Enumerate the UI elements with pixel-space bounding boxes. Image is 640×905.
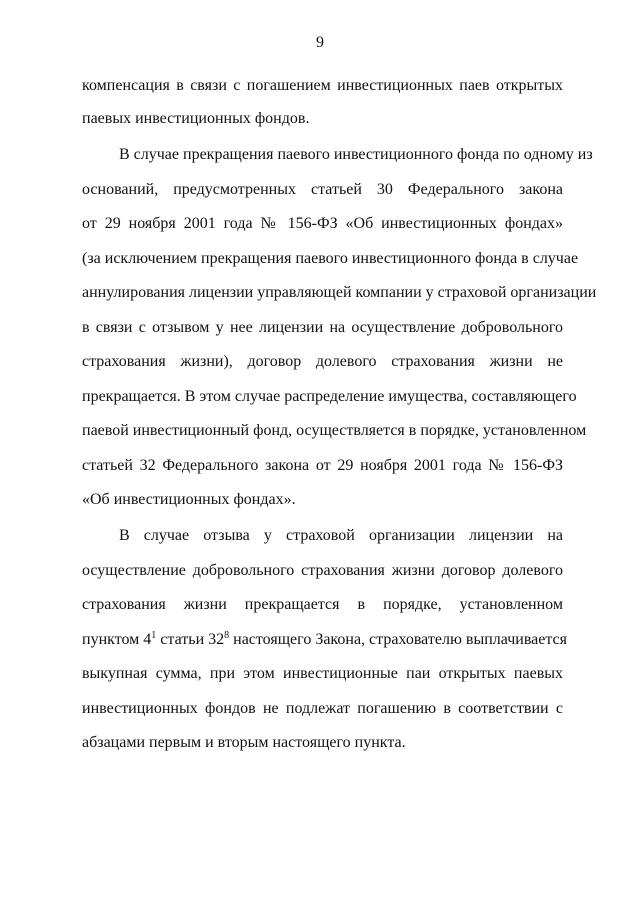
text-line: в связи с отзывом у нее лицензии на осуществление добровольного [82,319,563,336]
text-line: паевых инвестиционных фондов. [82,110,310,127]
text-line: прекращается. В этом случае распределение имущества, составляющего [82,388,577,405]
text-line: В случае прекращения паевого инвестиционного фонда по одному из [119,146,593,163]
text-line: выкупная сумма, при этом инвестиционные паи открытых паевых [82,665,563,682]
text-fragment: статьи 32 [156,631,225,648]
superscript: 8 [224,630,230,641]
text-line: «Об инвестиционных фондах». [82,491,296,508]
text-line: В случае отзыва у страховой организации лицензии на [119,527,563,544]
text-fragment: пунктом 4 [82,631,152,648]
text-line: компенсация в связи с погашением инвестиционных паев открытых [82,77,563,94]
text-line: от 29 ноября 2001 года № 156-ФЗ «Об инвестиционных фондах» [82,215,563,232]
text-line: аннулирования лицензии управляющей компании у страховой организации [82,284,597,301]
text-line: статьей 32 Федерального закона от 29 ноября 2001 года № 156-ФЗ [82,457,563,474]
text-line: паевой инвестиционный фонд, осуществляется в порядке, установленном [82,422,587,439]
text-line: инвестиционных фондов не подлежат погашению в соответствии с [82,700,563,717]
text-line: страхования жизни), договор долевого страхования жизни не [82,353,563,370]
page-number: 9 [316,34,324,51]
superscript: 1 [151,630,157,641]
text-line: (за исключением прекращения паевого инвестиционного фонда в случае [82,250,579,267]
text-fragment: настоящего Закона, страхователю выплачивается [229,631,568,648]
text-line: осуществление добровольного страхования жизни договор долевого [82,562,563,579]
text-line: страхования жизни прекращается в порядке, установленном [82,596,563,613]
text-line: оснований, предусмотренных статьей 30 Федерального закона [82,181,563,198]
text-line-with-superscript [82,630,568,650]
text-line: абзацами первым и вторым настоящего пункта. [82,734,406,751]
